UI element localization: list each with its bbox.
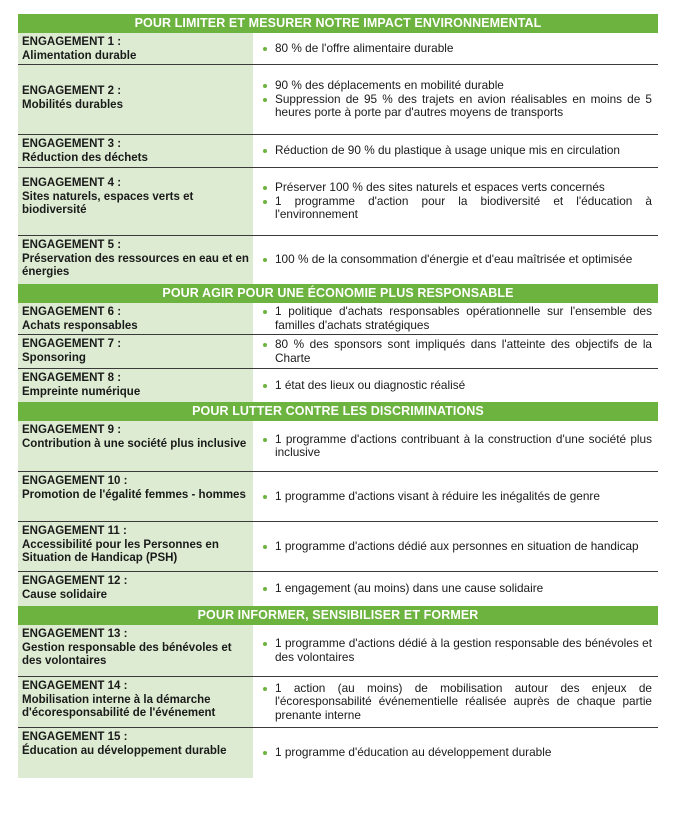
engagement-objectives bbox=[253, 236, 658, 284]
engagement-row-9 bbox=[18, 421, 658, 472]
engagement-label-cell bbox=[18, 369, 253, 402]
engagement-title: Sites naturels, espaces verts et biodiversité bbox=[22, 190, 194, 216]
objective-item: Préserver 100 % des sites naturels et espaces verts concernés bbox=[261, 181, 652, 195]
engagement-label-cell bbox=[18, 572, 253, 606]
engagement-title: Réduction des déchets bbox=[22, 151, 148, 164]
engagement-row-1 bbox=[18, 33, 658, 65]
engagement-label-cell bbox=[18, 421, 253, 471]
engagement-row-4 bbox=[18, 168, 658, 236]
engagement-objectives bbox=[253, 65, 658, 134]
engagement-row-13 bbox=[18, 625, 658, 677]
objective-item: 1 programme d'éducation au développement durable bbox=[261, 746, 652, 760]
engagements-table bbox=[18, 14, 658, 778]
engagement-title: Cause solidaire bbox=[22, 588, 108, 601]
engagement-objectives bbox=[253, 572, 658, 606]
section-header-inform: POUR INFORMER, SENSIBILISER ET FORMER bbox=[18, 606, 658, 625]
engagement-number: ENGAGEMENT 5 : bbox=[22, 239, 122, 251]
engagement-number: ENGAGEMENT 9 : bbox=[22, 424, 122, 436]
engagement-row-7 bbox=[18, 335, 658, 369]
engagement-number: ENGAGEMENT 7 : bbox=[22, 338, 122, 350]
engagement-label-cell bbox=[18, 625, 253, 676]
engagement-objectives bbox=[253, 522, 658, 571]
engagement-label-cell bbox=[18, 472, 253, 521]
engagement-title: Achats responsables bbox=[22, 319, 138, 332]
engagement-objectives bbox=[253, 135, 658, 167]
section-header-economy: POUR AGIR POUR UNE ÉCONOMIE PLUS RESPONSABLE bbox=[18, 284, 658, 303]
engagement-title: Contribution à une société plus inclusive bbox=[22, 437, 247, 450]
objective-item: 1 programme d'actions visant à réduire les inégalités de genre bbox=[261, 490, 652, 504]
objective-item: 80 % des sponsors sont impliqués dans l'atteinte des objectifs de la Charte bbox=[261, 338, 652, 365]
engagement-number: ENGAGEMENT 2 : bbox=[22, 85, 122, 97]
engagement-objectives bbox=[253, 625, 658, 676]
engagement-row-8 bbox=[18, 369, 658, 402]
objective-item: 1 programme d'actions dédié à la gestion responsable des bénévoles et des volontaires bbox=[261, 637, 652, 664]
engagement-row-12 bbox=[18, 572, 658, 606]
engagement-objectives bbox=[253, 421, 658, 471]
engagement-number: ENGAGEMENT 15 : bbox=[22, 731, 128, 743]
engagement-title: Accessibilité pour les Personnes en Situation de Handicap (PSH) bbox=[22, 538, 219, 564]
engagement-title: Préservation des ressources en eau et en énergies bbox=[22, 252, 249, 278]
engagement-label-cell bbox=[18, 728, 253, 778]
engagement-objectives bbox=[253, 303, 658, 334]
objective-item: 1 engagement (au moins) dans une cause solidaire bbox=[261, 582, 652, 596]
engagement-number: ENGAGEMENT 13 : bbox=[22, 628, 128, 640]
engagement-title: Éducation au développement durable bbox=[22, 744, 227, 757]
engagement-label-cell bbox=[18, 135, 253, 167]
engagement-row-5 bbox=[18, 236, 658, 284]
engagement-label-cell bbox=[18, 65, 253, 134]
section-header-discrimination: POUR LUTTER CONTRE LES DISCRIMINATIONS bbox=[18, 402, 658, 421]
engagement-number: ENGAGEMENT 14 : bbox=[22, 680, 128, 692]
engagement-title: Mobilisation interne à la démarche d'écoresponsabilité de l'événement bbox=[22, 693, 216, 719]
engagement-objectives bbox=[253, 33, 658, 64]
engagement-title: Sponsoring bbox=[22, 351, 86, 364]
engagement-label-cell bbox=[18, 677, 253, 727]
engagement-label-cell bbox=[18, 335, 253, 368]
objective-item: 1 état des lieux ou diagnostic réalisé bbox=[261, 379, 652, 393]
objective-item: 1 programme d'action pour la biodiversité et l'éducation à l'environnement bbox=[261, 195, 652, 222]
engagement-objectives bbox=[253, 369, 658, 402]
engagement-title: Alimentation durable bbox=[22, 49, 137, 62]
engagement-number: ENGAGEMENT 4 : bbox=[22, 177, 122, 189]
objective-item: 1 politique d'achats responsables opérationnelle sur l'ensemble des familles d'achats stratégiques bbox=[261, 305, 652, 332]
engagement-row-10 bbox=[18, 472, 658, 522]
objective-item: 1 programme d'actions contribuant à la construction d'une société plus inclusive bbox=[261, 433, 652, 460]
engagement-number: ENGAGEMENT 11 : bbox=[22, 525, 127, 537]
engagement-row-14 bbox=[18, 677, 658, 728]
engagement-number: ENGAGEMENT 10 : bbox=[22, 475, 128, 487]
engagement-objectives bbox=[253, 168, 658, 235]
engagement-row-3 bbox=[18, 135, 658, 168]
engagement-title: Empreinte numérique bbox=[22, 385, 141, 398]
engagement-label-cell bbox=[18, 522, 253, 571]
engagement-number: ENGAGEMENT 8 : bbox=[22, 372, 122, 384]
engagement-label-cell bbox=[18, 168, 253, 235]
objective-item: 1 action (au moins) de mobilisation autour des enjeux de l'écoresponsabilité événementielle réalisée auprès de chaque partie prenante interne bbox=[261, 682, 652, 723]
objective-item: 80 % de l'offre alimentaire durable bbox=[261, 42, 652, 56]
engagement-title: Gestion responsable des bénévoles et des volontaires bbox=[22, 641, 232, 667]
objective-item: 100 % de la consommation d'énergie et d'eau maîtrisée et optimisée bbox=[261, 253, 652, 267]
engagement-title: Promotion de l'égalité femmes - hommes bbox=[22, 488, 246, 501]
engagement-row-2 bbox=[18, 65, 658, 135]
objective-item: Suppression de 95 % des trajets en avion réalisables en moins de 5 heures porte à porte par d'autres moyens de transports bbox=[261, 93, 652, 120]
section-header-environment: POUR LIMITER ET MESURER NOTRE IMPACT ENVIRONNEMENTAL bbox=[18, 14, 658, 33]
engagement-row-15 bbox=[18, 728, 658, 778]
engagement-objectives bbox=[253, 335, 658, 368]
objective-item: 90 % des déplacements en mobilité durable bbox=[261, 79, 652, 93]
engagement-row-6 bbox=[18, 303, 658, 335]
engagement-number: ENGAGEMENT 6 : bbox=[22, 306, 122, 318]
engagement-objectives bbox=[253, 677, 658, 727]
engagement-number: ENGAGEMENT 3 : bbox=[22, 138, 122, 150]
engagement-number: ENGAGEMENT 1 : bbox=[22, 36, 122, 48]
engagement-label-cell bbox=[18, 303, 253, 334]
engagement-number: ENGAGEMENT 12 : bbox=[22, 575, 128, 587]
engagement-objectives bbox=[253, 728, 658, 778]
engagement-row-11 bbox=[18, 522, 658, 572]
engagement-label-cell bbox=[18, 236, 253, 284]
engagement-label-cell bbox=[18, 33, 253, 64]
objective-item: Réduction de 90 % du plastique à usage unique mis en circulation bbox=[261, 144, 652, 158]
engagement-objectives bbox=[253, 472, 658, 521]
engagement-title: Mobilités durables bbox=[22, 98, 123, 111]
objective-item: 1 programme d'actions dédié aux personnes en situation de handicap bbox=[261, 540, 652, 554]
